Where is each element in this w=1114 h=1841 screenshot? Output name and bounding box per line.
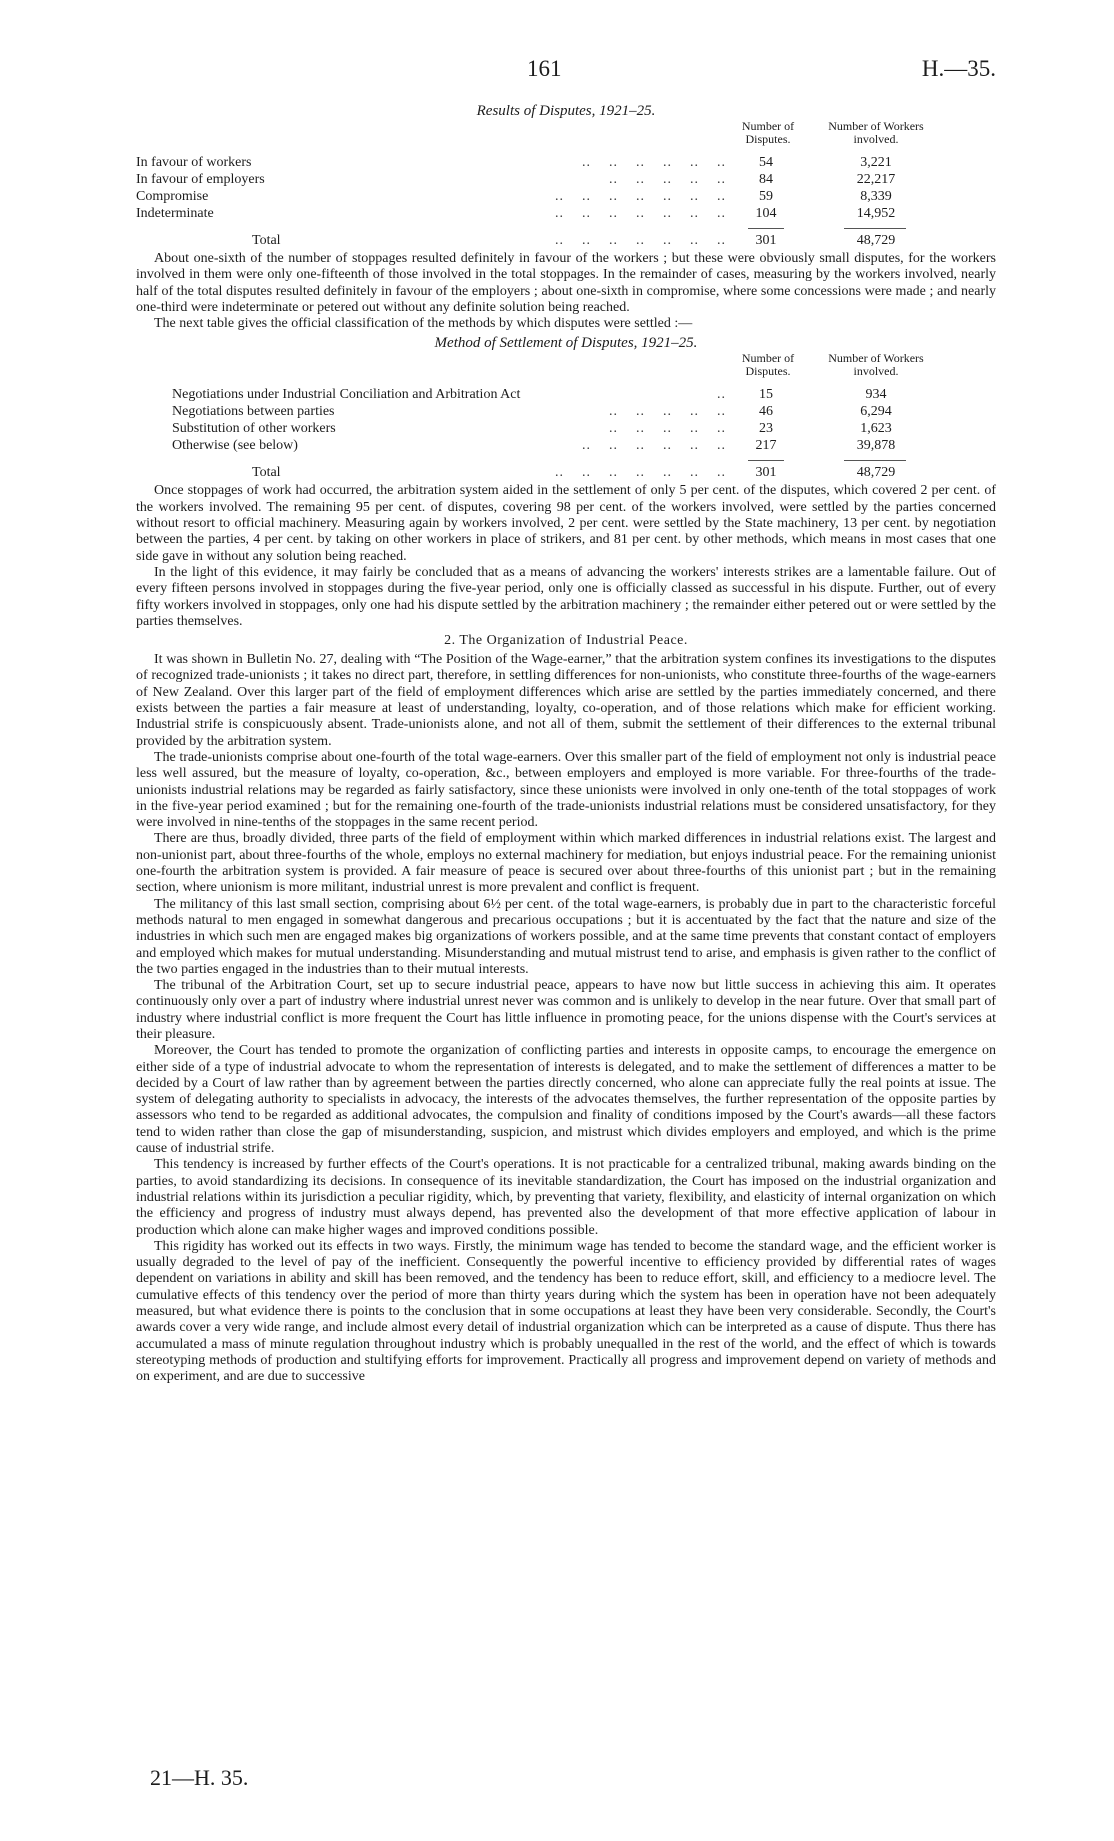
row-label: Compromise bbox=[136, 189, 209, 204]
table-row: .. .. .. .. .. Substitution of other workers 23 1,623 bbox=[136, 420, 996, 437]
paragraph: The trade-unionists comprise about one-fourth of the total wage-earners. Over this smaller part of the field of employment not only is industrial peace less well assured, but the measure of loyalty, co-operation, &c., between employers and employed is more variable. For three-fourths of the trade-unionists industrial relations may be regarded as fairly satisfactory, since these unionists were involved in only one-tenth of the total stoppages of work in the five-year period examined ; but for the remaining one-fourth of the trade-unionists industrial relations must be considered unsatisfactory, for they were involved in nine-tenths of the stoppages in the same recent period. bbox=[136, 749, 996, 831]
paragraph: There are thus, broadly divided, three parts of the field of employment within which marked differences in industrial relations exist. The largest and non-unionist part, about three-fourths of the whole, employs no external machinery for mediation, but enjoys industrial peace. For the remaining unionist one-fourth the arbitration system is provided. A fair measure of peace is secured over about three-fourths of this unionist part ; but in the remaining section, where unionism is more militant, industrial unrest is more prevalent and conflict is frequent. bbox=[136, 831, 996, 896]
total-disputes: 301 bbox=[755, 465, 777, 481]
table2-col-disputes-header: Number of Disputes. bbox=[741, 351, 795, 379]
row-label: Negotiations under Industrial Conciliation and Arbitration Act bbox=[172, 387, 521, 403]
total-rule bbox=[844, 460, 906, 461]
table2-caption: Method of Settlement of Disputes, 1921–25. bbox=[434, 335, 698, 352]
paragraph: Once stoppages of work had occurred, the arbitration system aided in the settlement of only 5 per cent. of the disputes, which covered 2 per cent. of the workers involved. The remaining 95 per cent. of disputes, covering 98 per cent. of the workers involved, were settled by the parties concerned without resort to official machinery. Measuring again by workers involved, 2 per cent. were settled by the State machinery, 13 per cent. by negotiation between the parties, 4 per cent. by taking on other workers in place of strikers, and 81 per cent. by other methods, which means in most cases that one side gave in without any solution being reached. bbox=[136, 483, 996, 564]
row-disputes: 59 bbox=[759, 189, 773, 204]
row-workers: 22,217 bbox=[856, 172, 896, 187]
paragraph: This rigidity has worked out its effects in two ways. Firstly, the minimum wage has tended to become the standard wage, and the efficient worker is usually degraded to the level of pay of the inefficient. Consequently the powerful incentive to efficiency provided by differential rates of wages dependent on variations in ability and skill has been removed, and the tendency has been to reduce effort, skill, and efficiency to a mediocre level. The cumulative effects of this tendency over the period of more than thirty years during which the system has been in operation have not been adequately measured, but what evidence there is points to the conclusion that in some occupations at least they have been very considerable. Secondly, the Court's awards cover a very wide range, and include almost every detail of industrial organization which can be interpreted as a cause of dispute. Thus there has accumulated a mass of minute regulation throughout industry which is probably unequalled in the rest of the world, and the effect of which is towards stereotyping methods of production and stultifying efforts for improvement. Practically all progress and improvement depend on variety of methods and on experiment, and are due to successive bbox=[136, 1238, 996, 1385]
table-row: .. .. .. .. .. .. .. Compromise 59 8,339 bbox=[136, 188, 996, 205]
table-row: .. .. .. .. .. In favour of employers 84 22,217 bbox=[136, 171, 996, 188]
row-disputes: 104 bbox=[755, 206, 777, 221]
table-row: .. .. .. .. .. .. Otherwise (see below) 217 39,878 bbox=[136, 437, 996, 454]
row-label: Otherwise (see below) bbox=[172, 438, 298, 454]
row-disputes: 54 bbox=[759, 155, 773, 170]
table1-caption: Results of Disputes, 1921–25. bbox=[476, 103, 656, 119]
row-workers: 8,339 bbox=[860, 189, 892, 204]
document-reference: H.—35. bbox=[921, 56, 996, 81]
table2-col-workers-header: Number of Workers involved. bbox=[828, 351, 924, 379]
row-workers: 3,221 bbox=[860, 155, 892, 170]
paragraph: It was shown in Bulletin No. 27, dealing with “The Position of the Wage-earner,” that the arbitration system confines its investigations to the disputes of recognized trade-unionists ; it takes no direct part, therefore, in settling differences for non-unionists, who constitute three-fourths of the wage-earners of New Zealand. Over this larger part of the field of employment differences which arise are settled by the parties immediately concerned, and there exists between the parties a fair measure at least of understanding, loyalty, co-operation, and of those relations which make for efficient working. Industrial strife is conspicuously absent. Trade-unionists alone, and not all of them, submit the settlement of their differences to the external tribunal provided by the arbitration system. bbox=[136, 652, 996, 749]
table-total-row: .. .. .. .. .. .. .. Total 301 48,729 bbox=[136, 464, 996, 481]
table-row: .. .. .. .. .. Negotiations between parties 46 6,294 bbox=[136, 403, 996, 420]
table-row: .. .. .. .. .. .. .. Indeterminate 104 14,952 bbox=[136, 205, 996, 222]
paragraph: The tribunal of the Arbitration Court, set up to secure industrial peace, appears to have now but little success in achieving this aim. It operates continuously only over a part of industry where industrial unrest never was common and is unlikely to develop in the near future. Over that small part of industry where industrial conflict is more frequent the Court has little influence in promoting peace, for the unions dispense with the Court's services at their pleasure. bbox=[136, 978, 996, 1042]
row-disputes: 217 bbox=[755, 438, 777, 454]
table-row: .. Negotiations under Industrial Conciliation and Arbitration Act 15 934 bbox=[136, 386, 996, 403]
row-workers: 934 bbox=[865, 387, 887, 403]
section-heading: 2. The Organization of Industrial Peace. bbox=[444, 633, 688, 649]
paragraph: Moreover, the Court has tended to promote the organization of conflicting parties and interests in opposite camps, to encourage the emergence on either side of a type of industrial advocate to whom the representation of interests is delegated, and to make the settlement of differences a matter to be decided by a Court of law rather than by agreement between the parties directly concerned, who alone can appreciate fully the real points at issue. The system of delegating authority to specialists in advocacy, the interests of the advocates themselves, the further representation of the opposite parties by assessors who tend to be regarded as additional advocates, the compulsion and finality of conditions imposed by the Court's awards—all these factors tend to widen rather than close the gap of misunderstanding, suspicion, and mistrust which divides employers and employed, and which is the prime cause of industrial strife. bbox=[136, 1043, 996, 1157]
row-label: Negotiations between parties bbox=[172, 404, 335, 420]
table1 bbox=[136, 120, 996, 249]
paragraph: The militancy of this last small section, comprising about 6½ per cent. of the total wage-earners, is probably due in part to the characteristic forceful methods natural to men engaged in somewhat dangerous and precarious occupations ; but it is accentuated by the fact that the nature and size of the industries in which such men are engaged makes big organizations of workers possible, and at the same time prevents that constant contact of employers and employed which makes for mutual understanding. Misunderstanding and mutual mistrust tend to arise, and emphasis is given rather to the conflict of the two parties engaged in the industries than to their mutual interests. bbox=[136, 896, 996, 977]
row-workers: 14,952 bbox=[856, 206, 896, 221]
total-rule bbox=[748, 460, 784, 461]
row-label: In favour of employers bbox=[136, 172, 265, 187]
total-rule bbox=[748, 228, 784, 229]
total-workers: 48,729 bbox=[856, 233, 896, 248]
paragraph: In the light of this evidence, it may fairly be concluded that as a means of advancing the workers' interests strikes are a lamentable failure. Out of every fifteen persons involved in stoppages during the five-year period, only one is officially classed as successful in his dispute. Further, out of every fifty workers involved in stoppages, only one had his dispute settled by the arbitration machinery ; the remainder either petered out or were settled by the parties themselves. bbox=[136, 564, 996, 629]
row-disputes: 23 bbox=[759, 421, 773, 437]
row-disputes: 84 bbox=[759, 172, 773, 187]
row-label: Indeterminate bbox=[136, 206, 214, 221]
paragraph: About one-sixth of the number of stoppages resulted definitely in favour of the workers ; but these were obviously small disputes, for the workers involved in them were only one-fifteenth of those involved in the total stoppages. In the remainder of cases, measuring by the workers involved, nearly half of the total disputes resulted definitely in favour of the employers ; about one-sixth in compromise, where some concessions were made ; and nearly one-third were indeterminate or petered out without any definite solution being reached. bbox=[136, 251, 996, 315]
total-rule bbox=[844, 228, 906, 229]
page-footer: 21—H. 35. bbox=[150, 1765, 249, 1790]
table-row: .. .. .. .. .. .. In favour of workers 54 3,221 bbox=[136, 154, 996, 171]
paragraph: The next table gives the official classification of the methods by which disputes were settled :— bbox=[154, 316, 693, 332]
paragraph: This tendency is increased by further effects of the Court's operations. It is not practicable for a centralized tribunal, making awards binding on the parties, to avoid standardizing its decisions. In consequence of its inevitable standardization, the Court has imposed on the industrial organization and industrial relations within its jurisdiction a peculiar rigidity, which, by preventing that variety, flexibility, and elasticity of internal organization on which the efficiency and progress of industry must always depend, has prevented also the development of that more effective application of labour in production which alone can make higher wages and improved conditions possible. bbox=[136, 1157, 996, 1238]
row-disputes: 15 bbox=[759, 387, 773, 403]
row-workers: 6,294 bbox=[860, 404, 892, 420]
table1-header bbox=[136, 120, 996, 154]
table-total-row: .. .. .. .. .. .. .. Total 301 48,729 bbox=[136, 232, 996, 249]
total-label: Total bbox=[252, 465, 281, 481]
total-workers: 48,729 bbox=[856, 465, 896, 481]
page-content bbox=[136, 102, 996, 1386]
table2 bbox=[136, 352, 996, 481]
row-workers: 39,878 bbox=[856, 438, 896, 454]
total-disputes: 301 bbox=[755, 233, 777, 248]
total-label: Total bbox=[252, 233, 281, 248]
table1-col-workers-header: Number of Workers involved. bbox=[828, 119, 924, 146]
page-number: 161 bbox=[527, 56, 562, 81]
row-label: Substitution of other workers bbox=[172, 421, 336, 437]
table1-col-disputes-header: Number of Disputes. bbox=[741, 119, 795, 146]
row-workers: 1,623 bbox=[860, 421, 892, 437]
table2-header bbox=[136, 352, 996, 386]
row-disputes: 46 bbox=[759, 404, 773, 420]
row-label: In favour of workers bbox=[136, 155, 252, 170]
